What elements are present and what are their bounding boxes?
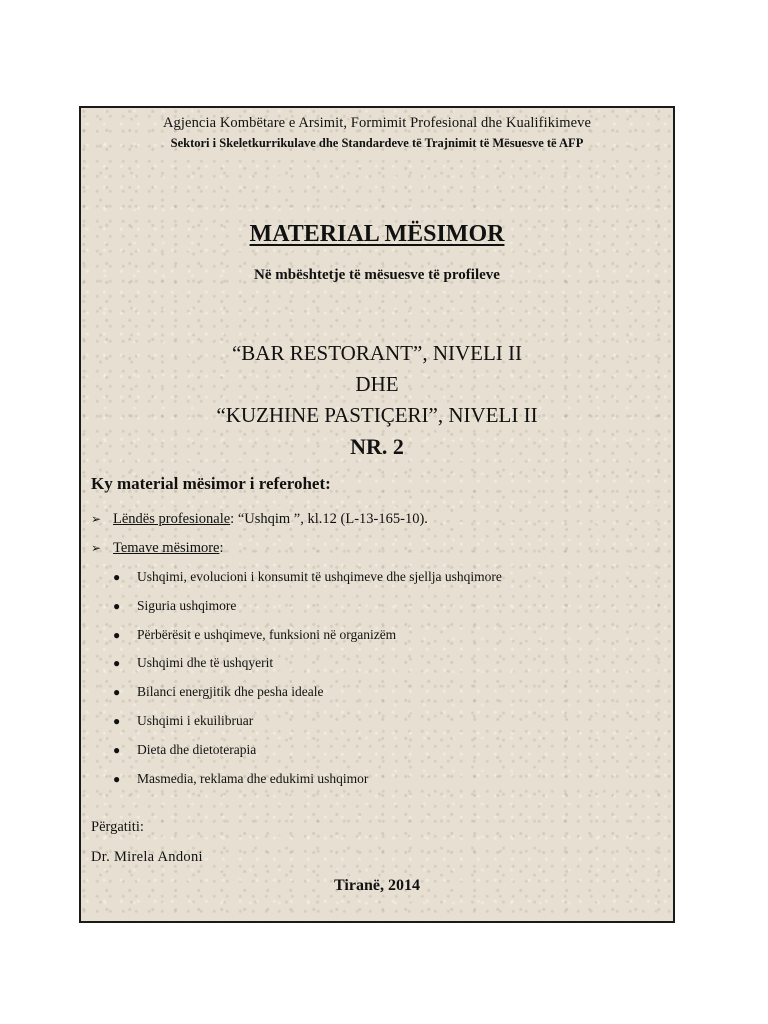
- list-item: [113, 569, 502, 598]
- topic-text: Masmedia, reklama dhe edukimi ushqimor: [137, 770, 369, 786]
- program-line-3: “KUZHINE PASTIÇERI”, NIVELI II: [216, 403, 538, 427]
- subject-row: [91, 511, 428, 528]
- dot-bullet-icon: ●: [113, 713, 121, 728]
- topics-list: [113, 569, 502, 799]
- document-number: NR. 2: [350, 434, 404, 459]
- topics-label: Temave mësimore: [113, 540, 220, 556]
- list-item: [113, 627, 502, 656]
- document-subtitle: Në mbështetje të mësuesve të profileve: [254, 267, 500, 283]
- arrow-bullet-icon: ➢: [91, 512, 102, 526]
- arrow-bullet-icon: ➢: [91, 541, 102, 555]
- dot-bullet-icon: ●: [113, 742, 121, 757]
- list-item: [113, 655, 502, 684]
- place-date: Tiranë, 2014: [334, 877, 420, 894]
- prepared-by-label: Përgatiti:: [91, 819, 144, 835]
- dot-bullet-icon: ●: [113, 656, 121, 671]
- dot-bullet-icon: ●: [113, 685, 121, 700]
- list-item: [113, 713, 502, 742]
- topic-text: Ushqimi i ekuilibruar: [137, 712, 254, 728]
- topic-text: Siguria ushqimore: [137, 597, 237, 613]
- dot-bullet-icon: ●: [113, 598, 121, 613]
- document-title: MATERIAL MËSIMOR: [249, 221, 505, 247]
- topic-text: Përbërësit e ushqimeve, funksioni në organizëm: [137, 626, 397, 642]
- program-line-1: “BAR RESTORANT”, NIVELI II: [231, 341, 523, 365]
- topic-text: Bilanci energjitik dhe pesha ideale: [137, 684, 324, 700]
- dot-bullet-icon: ●: [113, 627, 121, 642]
- topics-row: [91, 540, 224, 557]
- topic-text: Ushqimi, evolucioni i konsumit të ushqimeve dhe sjellja ushqimore: [137, 569, 502, 584]
- list-item: [113, 742, 502, 771]
- dot-bullet-icon: ●: [113, 771, 121, 786]
- program-line-2: DHE: [355, 372, 399, 396]
- list-item: [113, 771, 502, 800]
- topic-text: Ushqimi dhe të ushqyerit: [137, 655, 274, 671]
- list-item: [113, 684, 502, 713]
- sector-name: Sektori i Skeletkurrikulave dhe Standardeve të Trajnimit të Mësuesve të AFP: [170, 136, 584, 150]
- author-name: Dr. Mirela Andoni: [91, 849, 203, 865]
- refers-heading: Ky material mësimor i referohet:: [91, 474, 331, 493]
- cover-frame: [79, 106, 675, 923]
- dot-bullet-icon: ●: [113, 570, 121, 584]
- topic-text: Dieta dhe dietoterapia: [137, 741, 257, 757]
- subject-label: Lëndës profesionale: [113, 511, 231, 527]
- subject-value: : “Ushqim ”, kl.12 (L-13-165-10).: [230, 511, 428, 527]
- agency-name: Agjencia Kombëtare e Arsimit, Formimit Profesional dhe Kualifikimeve: [162, 115, 591, 131]
- list-item: [113, 598, 502, 627]
- topics-label-suffix: :: [219, 540, 224, 556]
